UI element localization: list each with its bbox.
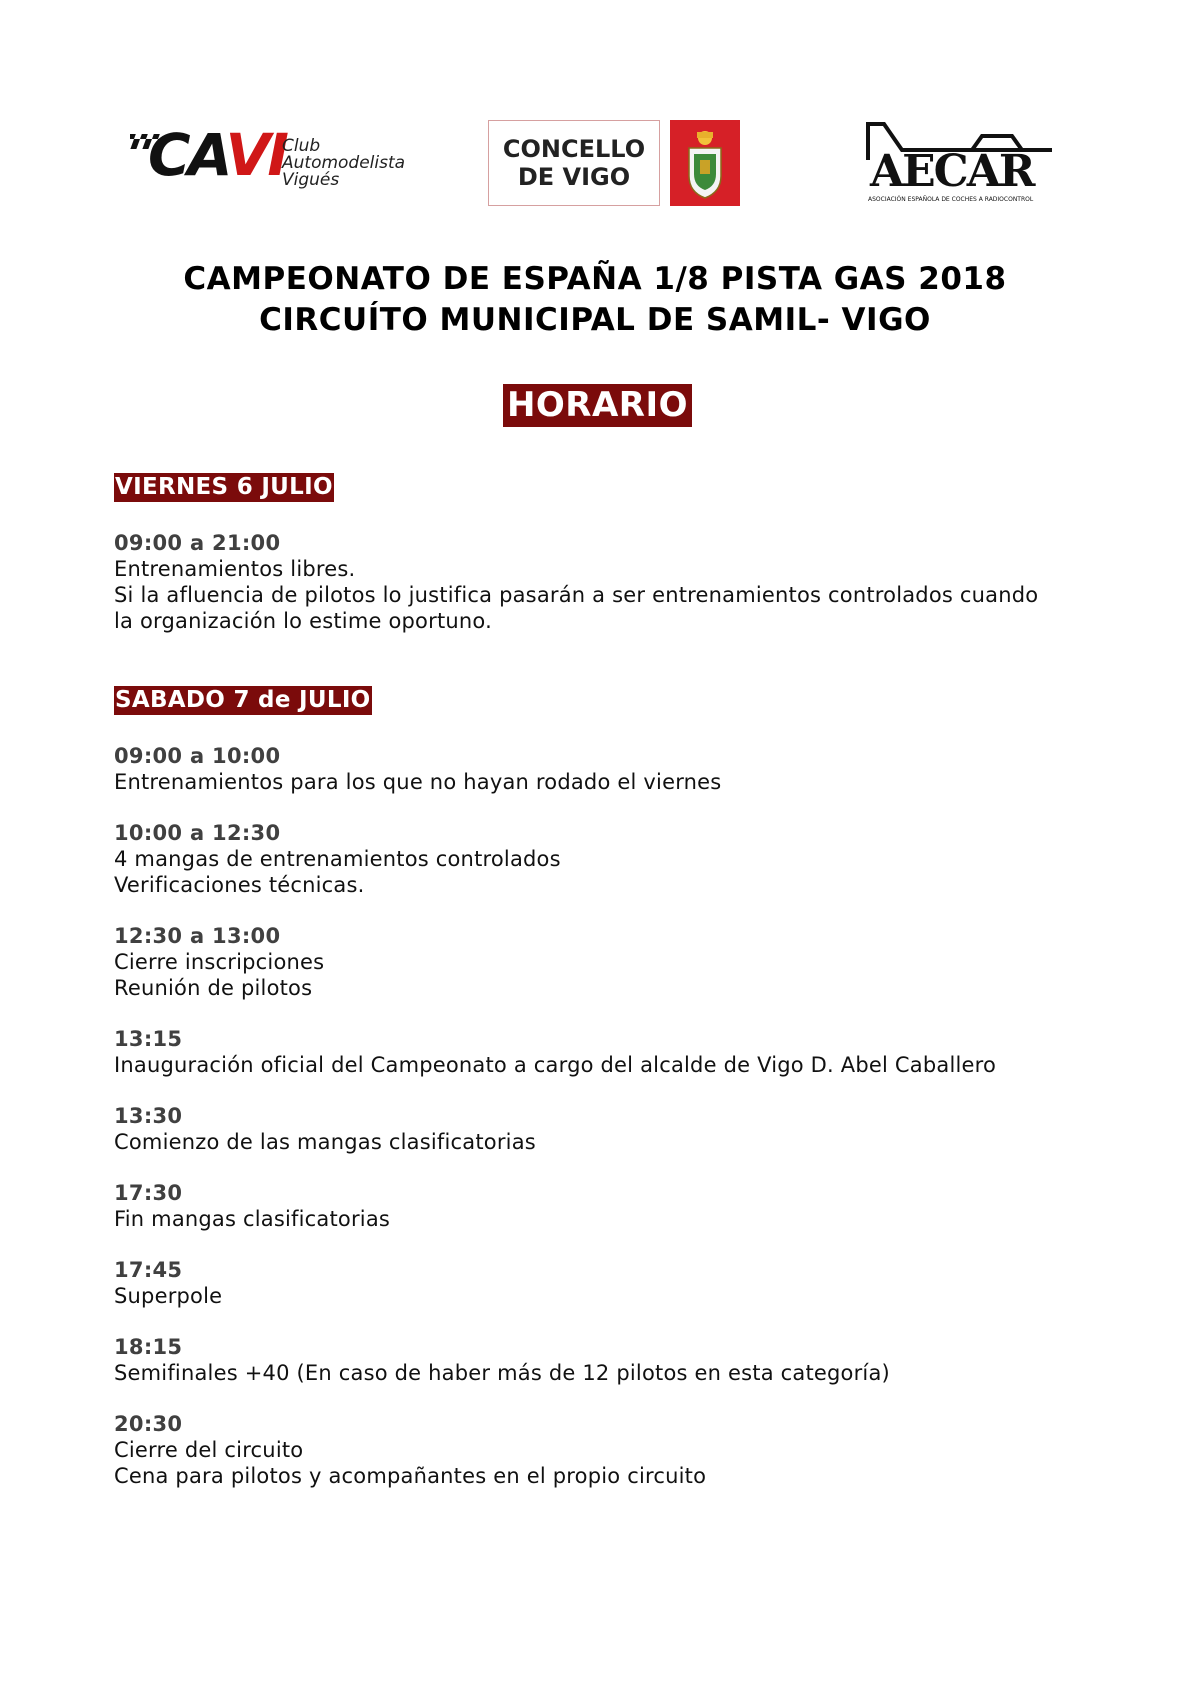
aecar-logo: [862, 120, 1062, 206]
cavi-logo-line: Vigués: [282, 170, 340, 190]
schedule-entry: [114, 743, 1094, 795]
schedule-entry: [114, 923, 1094, 1001]
entry-line: Cierre inscripciones: [114, 950, 325, 974]
document-subtitle: CIRCUÍTO MUNICIPAL DE SAMIL- VIGO: [259, 302, 931, 338]
schedule-heading: HORARIO: [503, 384, 692, 427]
cavi-logo-line: Club: [282, 136, 321, 156]
entry-line: Semifinales +40 (En caso de haber más de 12 pilotos en esta categoría): [114, 1361, 890, 1385]
coat-of-arms-icon: [670, 120, 740, 206]
schedule-entry: [114, 1411, 1094, 1489]
concello-line: CONCELLO: [502, 135, 646, 163]
schedule-entry: [114, 530, 1094, 634]
entry-line: la organización lo estime oportuno.: [114, 609, 492, 633]
entry-line: Superpole: [114, 1284, 223, 1308]
cavi-logo-line: Automodelista: [282, 153, 406, 173]
entry-line: Entrenamientos libres.: [114, 557, 356, 581]
schedule-entry: [114, 1103, 1094, 1155]
concello-de-vigo-logo: [488, 120, 742, 208]
entry-time: 09:00 a 21:00: [114, 531, 281, 555]
entry-line: Comienzo de las mangas clasificatorias: [114, 1130, 536, 1154]
cavi-logo: [130, 118, 430, 210]
cavi-logo-text: [282, 138, 405, 189]
cavi-logo-mark: CAVI: [148, 121, 286, 189]
day-label: VIERNES 6 JULIO: [115, 474, 333, 500]
entry-line: 4 mangas de entrenamientos controlados: [114, 847, 561, 871]
entry-line: Verificaciones técnicas.: [114, 873, 365, 897]
schedule-entry: [114, 1257, 1094, 1309]
entry-time: 09:00 a 10:00: [114, 744, 281, 768]
entry-line: Cena para pilotos y acompañantes en el propio circuito: [114, 1464, 707, 1488]
entry-time: 20:30: [114, 1412, 183, 1436]
entry-time: 18:15: [114, 1335, 183, 1359]
entry-time: 13:15: [114, 1027, 183, 1051]
entry-time: 12:30 a 13:00: [114, 924, 281, 948]
entry-line: Reunión de pilotos: [114, 976, 313, 1000]
entry-line: Entrenamientos para los que no hayan rodado el viernes: [114, 770, 722, 794]
schedule-entry: [114, 1334, 1094, 1386]
entry-line: Cierre del circuito: [114, 1438, 304, 1462]
entry-time: 10:00 a 12:30: [114, 821, 281, 845]
entry-time: 17:45: [114, 1258, 183, 1282]
concello-line: DE VIGO: [517, 163, 631, 191]
entry-line: Fin mangas clasificatorias: [114, 1207, 391, 1231]
entry-line: Si la afluencia de pilotos lo justifica pasarán a ser entrenamientos controlados cuando: [114, 583, 1039, 607]
schedule-entry: [114, 820, 1094, 898]
day-label: SABADO 7 de JULIO: [115, 687, 371, 713]
concello-text-box: [488, 120, 660, 206]
document-title: CAMPEONATO DE ESPAÑA 1/8 PISTA GAS 2018: [183, 261, 1007, 297]
entry-time: 17:30: [114, 1181, 183, 1205]
entry-time: 13:30: [114, 1104, 183, 1128]
schedule-entry: [114, 1026, 1094, 1078]
schedule-entry: [114, 1180, 1094, 1232]
aecar-logo-subtitle: ASOCIACIÓN ESPAÑOLA DE COCHES A RADIOCONTROL: [868, 196, 1034, 203]
cavi-logo-mark-accent: VI: [225, 121, 286, 189]
entry-line: Inauguración oficial del Campeonato a cargo del alcalde de Vigo D. Abel Caballero: [114, 1053, 997, 1077]
aecar-logo-mark: AECAR: [870, 146, 1034, 197]
